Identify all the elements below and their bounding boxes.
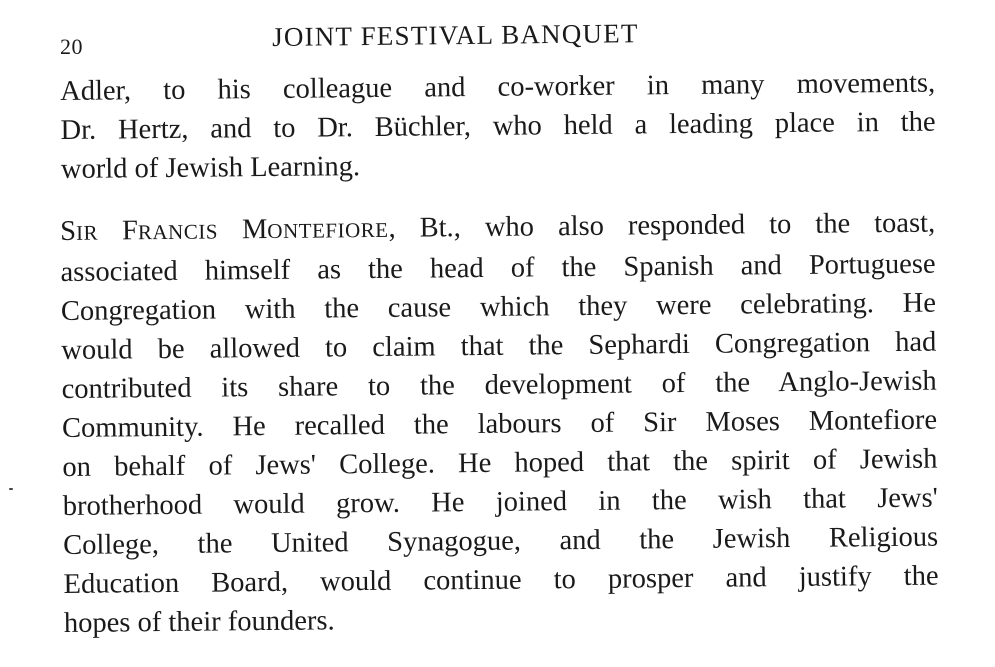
text-line: Congregation with the cause which they were celebrating. He [60,287,937,327]
page-number: 20 [60,34,83,59]
text-line: hopes of their founders. [63,605,335,639]
text-line: would be allowed to claim that the Sephardi Congregation had [61,326,937,366]
text-line: world of Jewish Learning. [60,151,361,185]
text-line: brotherhood would grow. He joined in the wish that Jews' [62,482,938,522]
text-line: Community. He recalled the labours of Sir Moses Montefiore [61,404,938,444]
paragraph-1 [60,64,936,189]
text-line: College, the United Synagogue, and the Jewish Religious [63,521,939,561]
text-line: contributed its share to the development of the Anglo-Jewish [61,365,937,405]
running-head: JOINT FESTIVAL BANQUET [272,18,639,52]
text-line: associated himself as the head of the Spanish and Portuguese [60,248,936,288]
text-line: on behalf of Jews' College. He hoped that the spirit of Jewish [62,443,938,483]
text-line: Education Board, would continue to prosper and justify the [63,560,939,600]
scan-speck [9,488,13,490]
text-line: Adler, to his colleague and co-worker in many movements, [60,67,936,107]
first-line-text: , Bt., who also responded to the toast, [388,207,936,244]
paragraph-2 [60,204,939,643]
speaker-name: SIR FRANCIS MONTEFIORE [60,214,389,247]
text-line: Dr. Hertz, and to Dr. Büchler, who held a leading place in the [60,106,936,146]
